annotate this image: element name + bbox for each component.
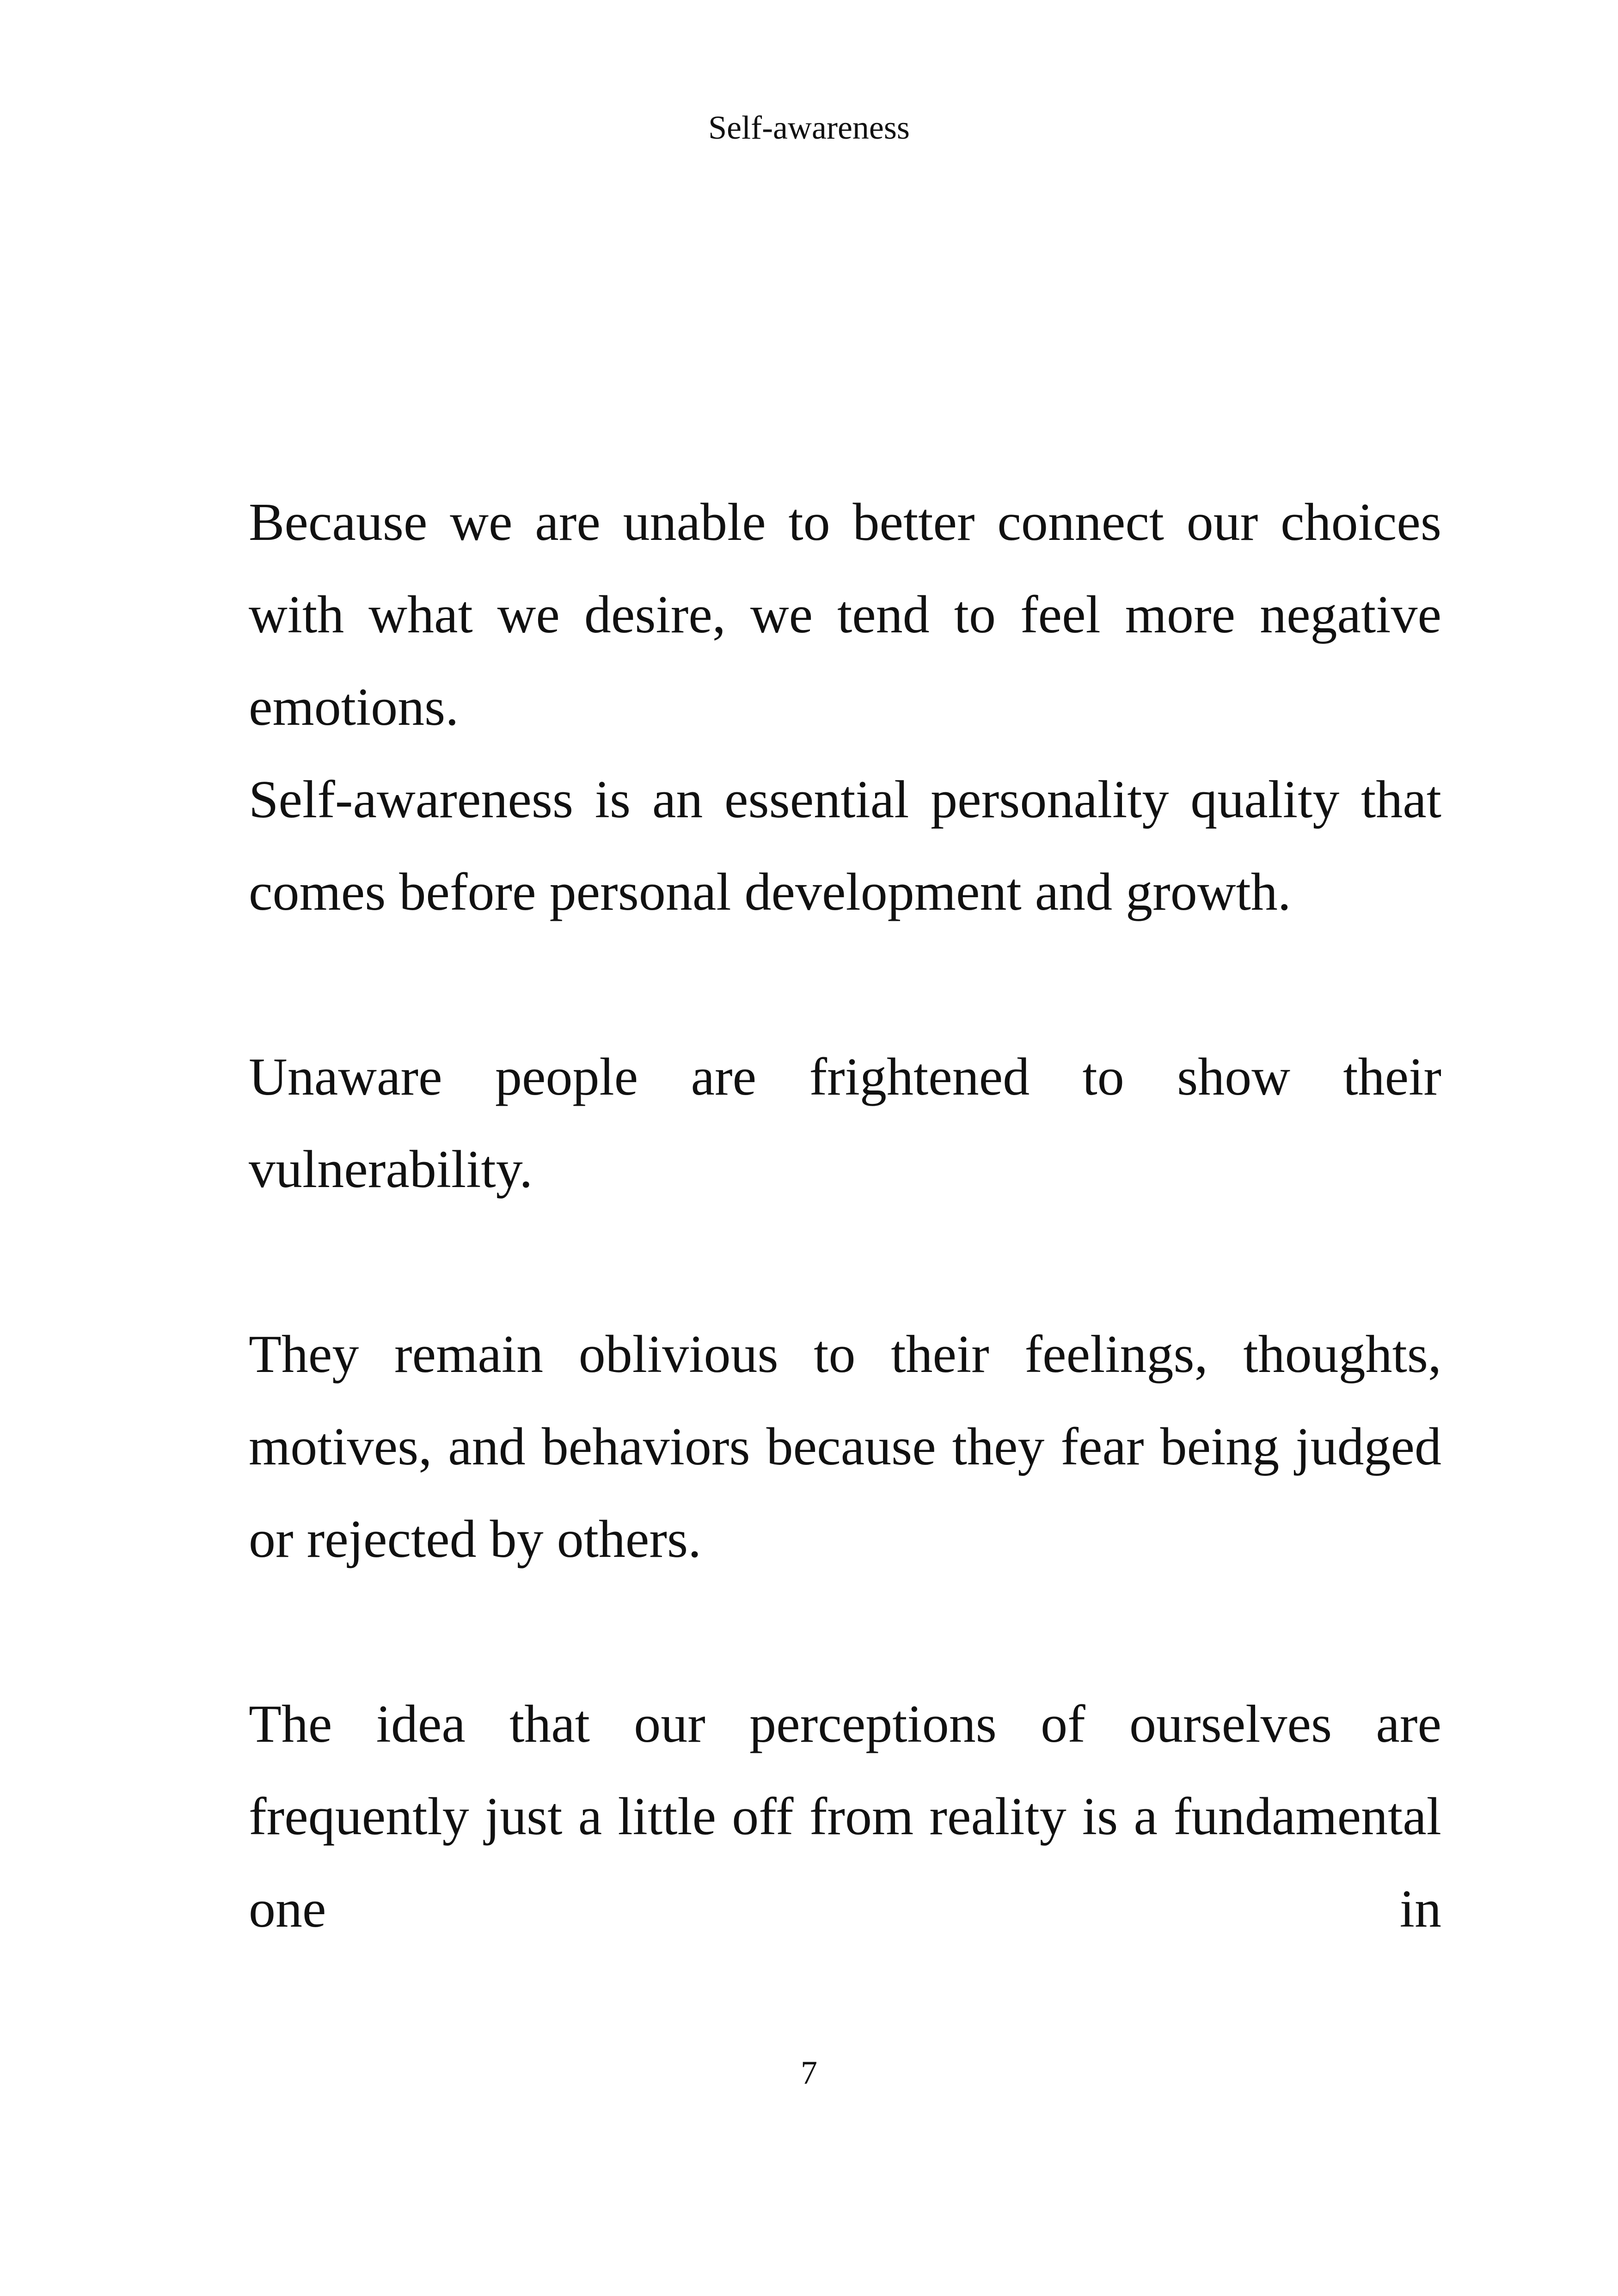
paragraph: The idea that our perceptions of ourselves are frequently just a little off from reality is a fundamental one in — [249, 1695, 1441, 1939]
body-text — [249, 476, 1441, 1955]
paragraph: Self-awareness is an essential personality quality that comes before personal development and growth. — [249, 770, 1441, 922]
running-header: Self-awareness — [708, 109, 910, 146]
paragraph: They remain oblivious to their feelings, thoughts, motives, and behaviors because they fear being judged or rejected by others. — [249, 1325, 1441, 1569]
page-number: 7 — [801, 2054, 817, 2091]
paragraph: Because we are unable to better connect our choices with what we desire, we tend to feel more negative emotions. — [249, 493, 1441, 737]
paragraph: Unaware people are frightened to show their vulnerability. — [249, 1047, 1441, 1199]
